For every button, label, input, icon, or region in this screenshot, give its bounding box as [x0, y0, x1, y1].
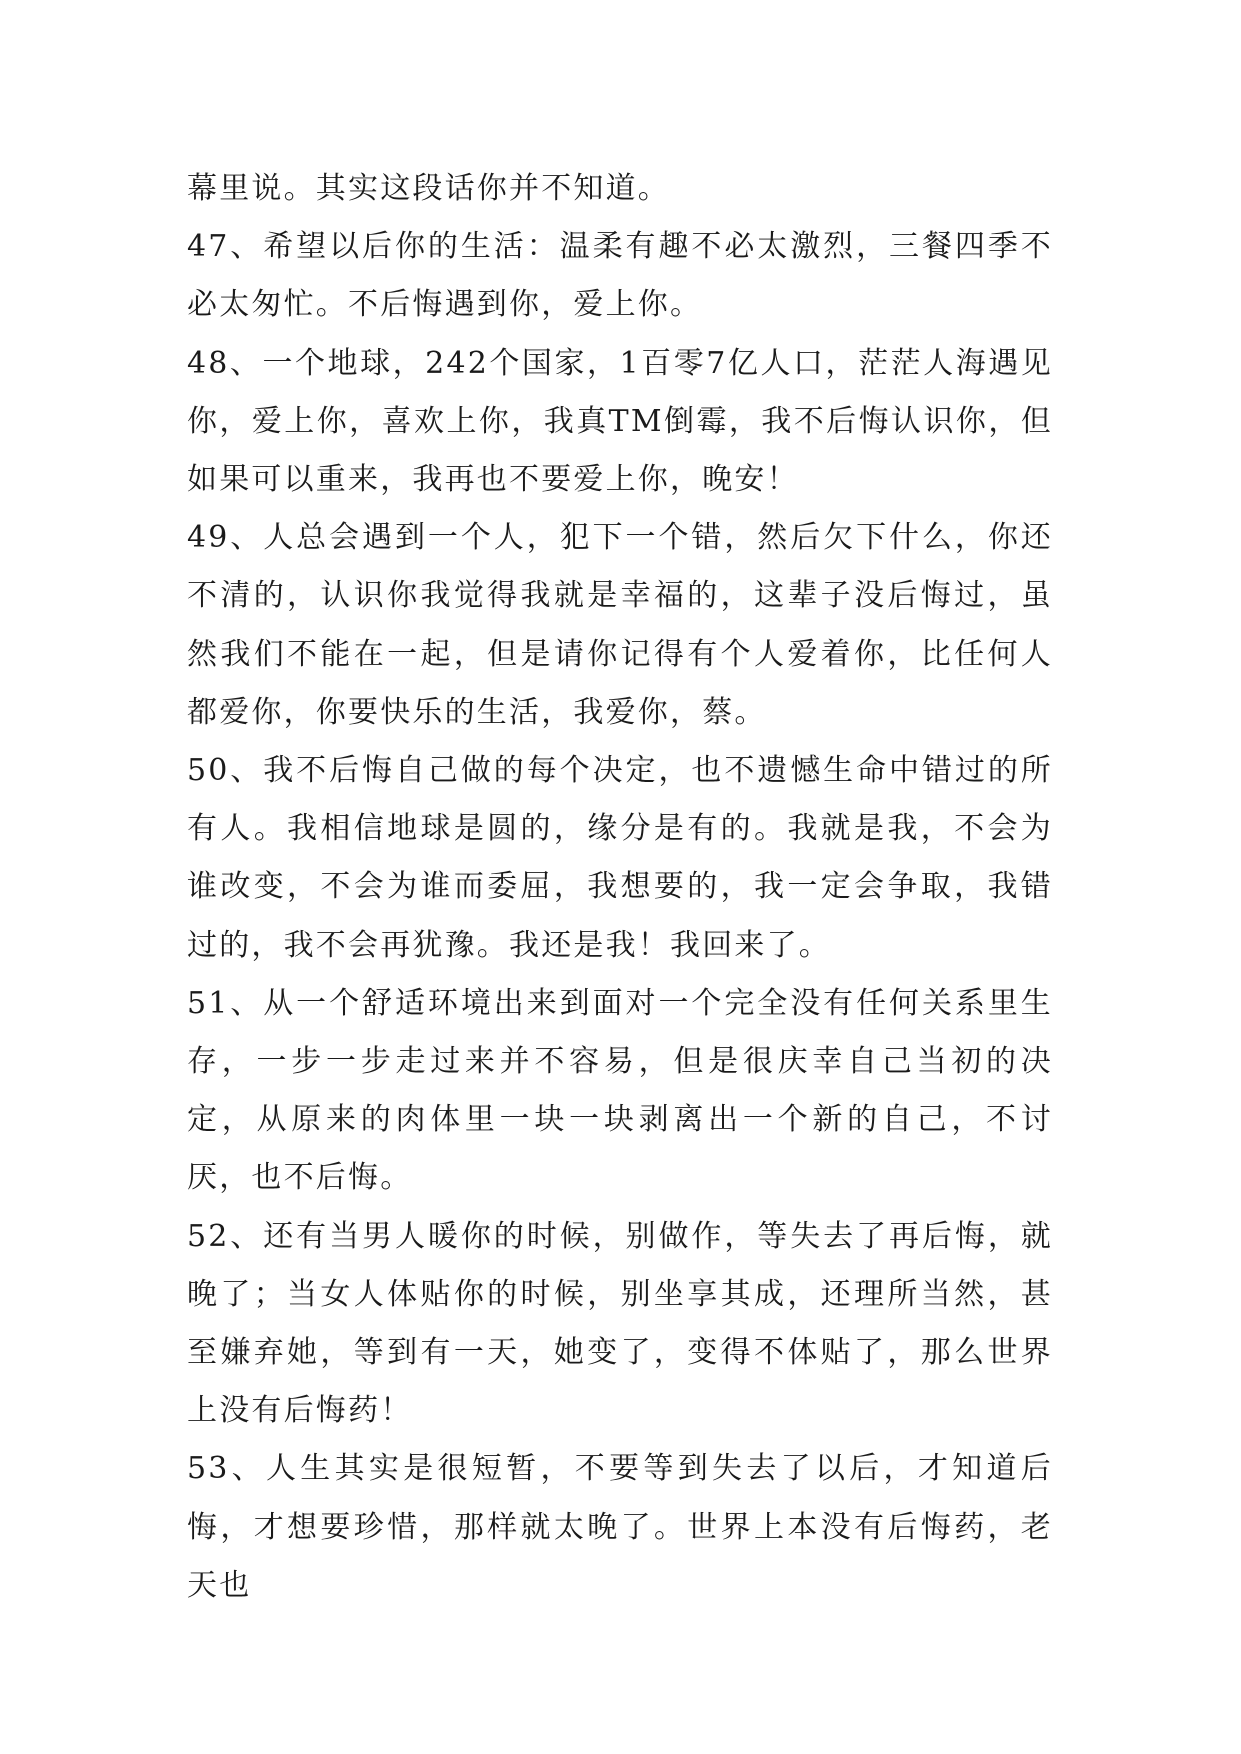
paragraph-50: 50、我不后悔自己做的每个决定，也不遗憾生命中错过的所有人。我相信地球是圆的，缘分是有的。我就是我，不会为谁改变，不会为谁而委屈，我想要的，我一定会争取，我错过的，我不会再犹豫。我还是我！我回来了。 — [187, 753, 1053, 963]
paragraph-continuation: 幕里说。其实这段话你并不知道。 — [187, 171, 670, 206]
paragraph-52: 52、还有当男人暖你的时候，别做作，等失去了再后悔，就晚了；当女人体贴你的时候，别坐享其成，还理所当然，甚至嫌弃她，等到有一天，她变了，变得不体贴了，那么世界上没有后悔药！ — [187, 1218, 1053, 1429]
paragraph-49: 49、人总会遇到一个人，犯下一个错，然后欠下什么，你还不清的，认识你我觉得我就是幸福的，这辈子没后悔过，虽然我们不能在一起，但是请你记得有个人爱着你，比任何人都爱你，你要快乐的生活，我爱你，蔡。 — [187, 520, 1053, 730]
paragraph-51: 51、从一个舒适环境出来到面对一个完全没有任何关系里生存，一步一步走过来并不容易，但是很庆幸自己当初的决定，从原来的肉体里一块一块剥离出一个新的自己，不讨厌，也不后悔。 — [187, 985, 1053, 1196]
paragraph-53: 53、人生其实是很短暂，不要等到失去了以后，才知道后悔，才想要珍惜，那样就太晚了。世界上本没有后悔药，老天也 — [187, 1451, 1053, 1603]
paragraph-48: 48、一个地球，242个国家，1百零7亿人口，茫茫人海遇见你，爱上你，喜欢上你，我真TM倒霉，我不后悔认识你，但如果可以重来，我再也不要爱上你，晚安！ — [187, 345, 1053, 498]
document-body — [187, 160, 1053, 1615]
paragraph-47: 47、希望以后你的生活：温柔有趣不必太激烈，三餐四季不必太匆忙。不后悔遇到你，爱上你。 — [187, 229, 1053, 323]
